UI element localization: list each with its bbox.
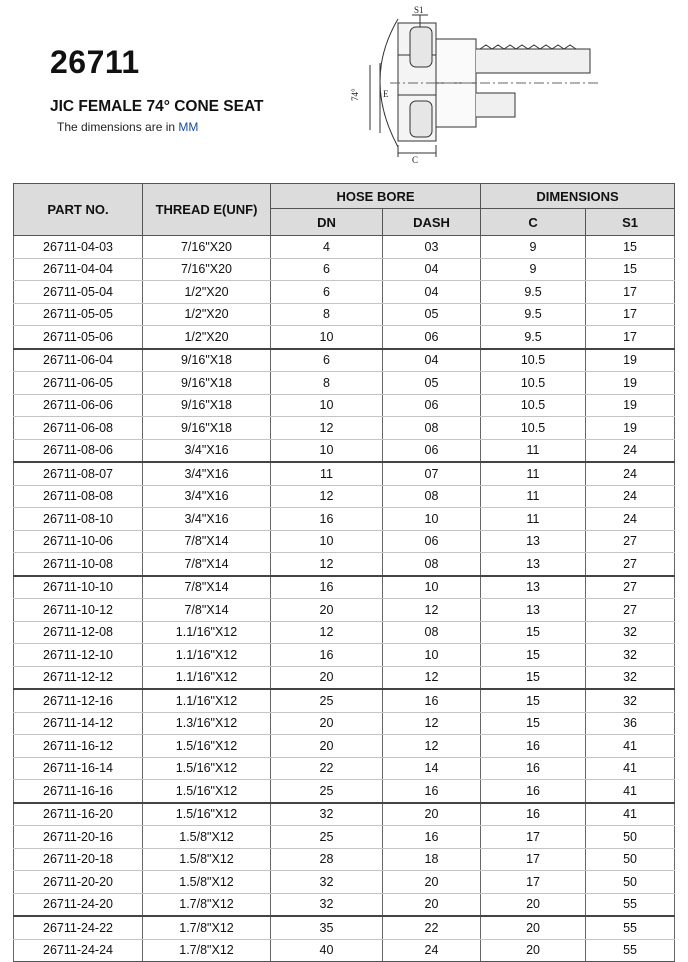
cell-c: 17	[481, 848, 586, 871]
cell-c: 17	[481, 826, 586, 849]
cell-dash: 08	[383, 621, 481, 644]
units-note-text: The dimensions are in	[57, 120, 176, 134]
cell-dn: 8	[271, 372, 383, 395]
cell-dn: 16	[271, 576, 383, 599]
cell-s1: 24	[586, 508, 675, 531]
cell-thread: 7/8"X14	[143, 576, 271, 599]
cell-dash: 06	[383, 530, 481, 553]
cell-dash: 24	[383, 939, 481, 962]
cell-part-no: 26711-16-16	[14, 780, 143, 803]
cell-dash: 20	[383, 871, 481, 894]
table-row	[14, 258, 675, 281]
cell-dash: 16	[383, 826, 481, 849]
label-angle: 74°	[350, 88, 360, 101]
cell-c: 11	[481, 439, 586, 462]
cell-part-no: 26711-05-04	[14, 281, 143, 304]
table-row	[14, 621, 675, 644]
cell-s1: 19	[586, 372, 675, 395]
cell-part-no: 26711-16-12	[14, 735, 143, 758]
cell-thread: 3/4"X16	[143, 508, 271, 531]
table-row	[14, 780, 675, 803]
cell-s1: 55	[586, 939, 675, 962]
header-c: C	[481, 209, 586, 236]
label-s1: S1	[414, 5, 424, 15]
cell-thread: 1.3/16"X12	[143, 712, 271, 735]
fitting-subtitle: JIC FEMALE 74° CONE SEAT	[50, 98, 264, 115]
cell-part-no: 26711-05-06	[14, 326, 143, 349]
table-row	[14, 848, 675, 871]
cell-dash: 07	[383, 462, 481, 485]
cell-c: 13	[481, 599, 586, 622]
cell-dn: 8	[271, 303, 383, 326]
cell-part-no: 26711-24-22	[14, 916, 143, 939]
cell-s1: 27	[586, 576, 675, 599]
cell-thread: 1/2"X20	[143, 326, 271, 349]
cell-s1: 17	[586, 281, 675, 304]
header-part-no: PART NO.	[14, 184, 143, 236]
cell-dash: 05	[383, 303, 481, 326]
cell-thread: 1.1/16"X12	[143, 644, 271, 667]
cell-dash: 04	[383, 349, 481, 372]
cell-s1: 19	[586, 417, 675, 440]
cell-part-no: 26711-06-08	[14, 417, 143, 440]
cell-dash: 06	[383, 326, 481, 349]
cell-dash: 06	[383, 394, 481, 417]
cell-thread: 7/8"X14	[143, 530, 271, 553]
cell-s1: 15	[586, 236, 675, 259]
cell-thread: 7/8"X14	[143, 599, 271, 622]
table-row	[14, 735, 675, 758]
table-row	[14, 666, 675, 689]
cell-part-no: 26711-08-06	[14, 439, 143, 462]
cell-c: 10.5	[481, 417, 586, 440]
cell-dn: 32	[271, 893, 383, 916]
cell-s1: 36	[586, 712, 675, 735]
cell-thread: 3/4"X16	[143, 462, 271, 485]
cell-s1: 32	[586, 689, 675, 712]
cell-dash: 10	[383, 508, 481, 531]
cell-dn: 12	[271, 621, 383, 644]
table-row	[14, 916, 675, 939]
cell-part-no: 26711-20-18	[14, 848, 143, 871]
table-row	[14, 757, 675, 780]
cell-thread: 1.1/16"X12	[143, 621, 271, 644]
table-row	[14, 394, 675, 417]
units-note-unit: MM	[178, 120, 199, 134]
cell-part-no: 26711-10-06	[14, 530, 143, 553]
cell-dash: 05	[383, 372, 481, 395]
cell-s1: 24	[586, 462, 675, 485]
cell-part-no: 26711-12-12	[14, 666, 143, 689]
cell-thread: 9/16"X18	[143, 349, 271, 372]
cell-part-no: 26711-10-10	[14, 576, 143, 599]
cell-dn: 12	[271, 485, 383, 508]
cell-part-no: 26711-12-08	[14, 621, 143, 644]
table-row	[14, 439, 675, 462]
table-row	[14, 576, 675, 599]
cell-dn: 25	[271, 780, 383, 803]
cell-dash: 06	[383, 439, 481, 462]
cell-part-no: 26711-04-04	[14, 258, 143, 281]
table-row	[14, 372, 675, 395]
cell-dn: 4	[271, 236, 383, 259]
cell-c: 15	[481, 712, 586, 735]
cell-c: 17	[481, 871, 586, 894]
cell-c: 20	[481, 893, 586, 916]
cell-s1: 27	[586, 553, 675, 576]
cell-s1: 17	[586, 326, 675, 349]
cell-dn: 28	[271, 848, 383, 871]
table-row	[14, 893, 675, 916]
table-row	[14, 417, 675, 440]
cell-dn: 10	[271, 394, 383, 417]
cell-s1: 41	[586, 803, 675, 826]
cell-dash: 12	[383, 712, 481, 735]
cell-c: 9.5	[481, 303, 586, 326]
cell-c: 9	[481, 236, 586, 259]
cell-s1: 19	[586, 394, 675, 417]
cell-part-no: 26711-12-10	[14, 644, 143, 667]
table-row	[14, 712, 675, 735]
cell-part-no: 26711-10-12	[14, 599, 143, 622]
cell-dn: 12	[271, 553, 383, 576]
units-note	[57, 120, 198, 134]
cell-thread: 1.5/16"X12	[143, 735, 271, 758]
cell-thread: 1.5/16"X12	[143, 803, 271, 826]
cell-c: 9.5	[481, 326, 586, 349]
cell-thread: 1.5/8"X12	[143, 826, 271, 849]
table-row	[14, 485, 675, 508]
cell-dash: 18	[383, 848, 481, 871]
cell-thread: 9/16"X18	[143, 417, 271, 440]
cell-part-no: 26711-05-05	[14, 303, 143, 326]
cell-dn: 20	[271, 712, 383, 735]
cell-dash: 22	[383, 916, 481, 939]
table-row	[14, 530, 675, 553]
table-row	[14, 599, 675, 622]
cell-c: 11	[481, 462, 586, 485]
cell-dn: 11	[271, 462, 383, 485]
cell-part-no: 26711-08-07	[14, 462, 143, 485]
cell-thread: 1.5/8"X12	[143, 871, 271, 894]
cell-part-no: 26711-04-03	[14, 236, 143, 259]
cell-thread: 7/16"X20	[143, 236, 271, 259]
cell-part-no: 26711-16-20	[14, 803, 143, 826]
cell-dash: 04	[383, 281, 481, 304]
cell-s1: 19	[586, 349, 675, 372]
table-row	[14, 349, 675, 372]
cell-s1: 50	[586, 826, 675, 849]
cell-c: 10.5	[481, 372, 586, 395]
cell-s1: 55	[586, 893, 675, 916]
table-row	[14, 644, 675, 667]
cell-dn: 20	[271, 735, 383, 758]
header-dn: DN	[271, 209, 383, 236]
table-row	[14, 236, 675, 259]
cell-dash: 08	[383, 553, 481, 576]
cell-c: 16	[481, 803, 586, 826]
cell-dash: 16	[383, 780, 481, 803]
cell-part-no: 26711-06-06	[14, 394, 143, 417]
cell-part-no: 26711-20-16	[14, 826, 143, 849]
table-row	[14, 803, 675, 826]
cell-thread: 3/4"X16	[143, 485, 271, 508]
cell-dash: 14	[383, 757, 481, 780]
cell-s1: 24	[586, 439, 675, 462]
cell-dn: 16	[271, 644, 383, 667]
cell-part-no: 26711-06-04	[14, 349, 143, 372]
cell-c: 15	[481, 666, 586, 689]
cell-thread: 1.5/16"X12	[143, 780, 271, 803]
cell-c: 20	[481, 916, 586, 939]
cell-dash: 12	[383, 735, 481, 758]
cell-thread: 1.5/16"X12	[143, 757, 271, 780]
cell-thread: 1/2"X20	[143, 303, 271, 326]
cell-c: 16	[481, 780, 586, 803]
cell-thread: 3/4"X16	[143, 439, 271, 462]
header-dash: DASH	[383, 209, 481, 236]
cell-dn: 25	[271, 826, 383, 849]
table-row	[14, 281, 675, 304]
cell-c: 11	[481, 508, 586, 531]
cell-part-no: 26711-16-14	[14, 757, 143, 780]
cell-s1: 32	[586, 666, 675, 689]
label-e: E	[383, 89, 389, 99]
cell-dash: 12	[383, 666, 481, 689]
cell-thread: 9/16"X18	[143, 394, 271, 417]
cell-dn: 32	[271, 803, 383, 826]
cell-c: 9.5	[481, 281, 586, 304]
table-row	[14, 689, 675, 712]
cell-c: 13	[481, 576, 586, 599]
cell-dash: 10	[383, 644, 481, 667]
cell-part-no: 26711-20-20	[14, 871, 143, 894]
cell-thread: 7/8"X14	[143, 553, 271, 576]
label-c: C	[412, 155, 419, 165]
cell-dn: 6	[271, 349, 383, 372]
cell-s1: 41	[586, 780, 675, 803]
table-row	[14, 303, 675, 326]
cell-c: 13	[481, 530, 586, 553]
cell-c: 16	[481, 757, 586, 780]
cell-part-no: 26711-14-12	[14, 712, 143, 735]
cell-dash: 03	[383, 236, 481, 259]
fitting-drawing	[350, 5, 620, 165]
cell-dn: 12	[271, 417, 383, 440]
table-row	[14, 462, 675, 485]
cell-c: 16	[481, 735, 586, 758]
cell-s1: 55	[586, 916, 675, 939]
cell-s1: 32	[586, 644, 675, 667]
cell-thread: 1.7/8"X12	[143, 893, 271, 916]
cell-dn: 25	[271, 689, 383, 712]
header-hose-bore: HOSE BORE	[271, 184, 481, 209]
cell-thread: 1/2"X20	[143, 281, 271, 304]
cell-thread: 1.7/8"X12	[143, 916, 271, 939]
cell-dn: 40	[271, 939, 383, 962]
cell-dn: 6	[271, 258, 383, 281]
cell-s1: 24	[586, 485, 675, 508]
cell-dn: 22	[271, 757, 383, 780]
cell-thread: 7/16"X20	[143, 258, 271, 281]
cell-dn: 20	[271, 666, 383, 689]
cell-dn: 32	[271, 871, 383, 894]
cell-dn: 10	[271, 530, 383, 553]
cell-dn: 16	[271, 508, 383, 531]
barb-profile	[480, 45, 576, 49]
header-s1: S1	[586, 209, 675, 236]
cell-thread: 1.7/8"X12	[143, 939, 271, 962]
cell-s1: 32	[586, 621, 675, 644]
table-row	[14, 826, 675, 849]
table-row	[14, 939, 675, 962]
cell-part-no: 26711-12-16	[14, 689, 143, 712]
cell-dn: 10	[271, 439, 383, 462]
cell-c: 20	[481, 939, 586, 962]
cell-s1: 27	[586, 530, 675, 553]
cell-c: 10.5	[481, 349, 586, 372]
cell-c: 15	[481, 689, 586, 712]
table-row	[14, 871, 675, 894]
cell-thread: 1.1/16"X12	[143, 689, 271, 712]
cell-dash: 20	[383, 893, 481, 916]
header-thread: THREAD E(UNF)	[143, 184, 271, 236]
cell-dash: 08	[383, 417, 481, 440]
cell-s1: 15	[586, 258, 675, 281]
cell-dash: 08	[383, 485, 481, 508]
cell-s1: 41	[586, 757, 675, 780]
table-row	[14, 326, 675, 349]
part-number-title: 26711	[50, 44, 140, 80]
cell-c: 9	[481, 258, 586, 281]
cell-s1: 17	[586, 303, 675, 326]
cell-s1: 50	[586, 848, 675, 871]
spec-table-body	[14, 236, 675, 962]
cell-part-no: 26711-24-24	[14, 939, 143, 962]
cell-s1: 41	[586, 735, 675, 758]
cell-part-no: 26711-10-08	[14, 553, 143, 576]
cell-dn: 6	[271, 281, 383, 304]
cell-dash: 04	[383, 258, 481, 281]
cell-c: 11	[481, 485, 586, 508]
cell-c: 15	[481, 644, 586, 667]
table-row	[14, 508, 675, 531]
cell-dash: 10	[383, 576, 481, 599]
cell-dash: 12	[383, 599, 481, 622]
cell-c: 10.5	[481, 394, 586, 417]
cell-part-no: 26711-06-05	[14, 372, 143, 395]
cell-s1: 27	[586, 599, 675, 622]
table-row	[14, 553, 675, 576]
cell-thread: 9/16"X18	[143, 372, 271, 395]
cell-dash: 20	[383, 803, 481, 826]
header-dimensions: DIMENSIONS	[481, 184, 675, 209]
cell-thread: 1.5/8"X12	[143, 848, 271, 871]
cell-c: 15	[481, 621, 586, 644]
cell-thread: 1.1/16"X12	[143, 666, 271, 689]
cell-dn: 35	[271, 916, 383, 939]
cell-part-no: 26711-08-10	[14, 508, 143, 531]
cell-dn: 20	[271, 599, 383, 622]
cell-c: 13	[481, 553, 586, 576]
cell-dash: 16	[383, 689, 481, 712]
cell-part-no: 26711-08-08	[14, 485, 143, 508]
cell-s1: 50	[586, 871, 675, 894]
cell-part-no: 26711-24-20	[14, 893, 143, 916]
spec-table	[13, 183, 675, 962]
cell-dn: 10	[271, 326, 383, 349]
document-header	[0, 0, 688, 175]
